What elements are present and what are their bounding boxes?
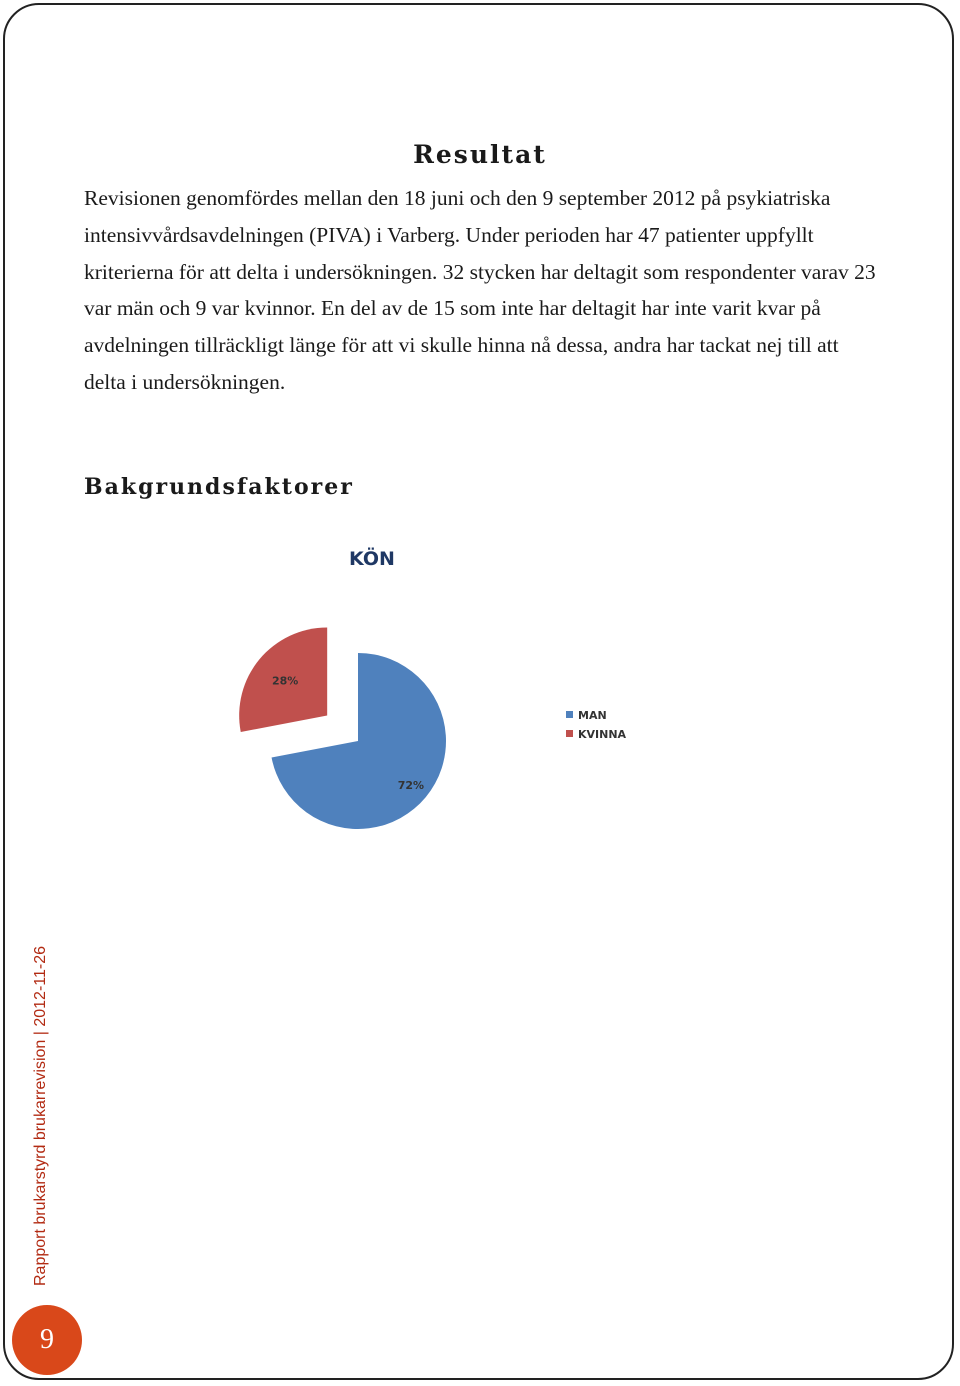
legend-swatch-kvinna: [566, 730, 573, 737]
chart-title: KÖN: [349, 548, 395, 570]
body-paragraph: Revisionen genomfördes mellan den 18 juni och den 9 september 2012 på psykiatriska intensivvårdsavdelningen (PIVA) i Varberg. Under perioden har 47 patienter uppfyllt kriterierna för att delta i undersökningen. 32 stycken har deltagit som respondenter varav 23 var män och 9 var kvinnor. En del av de 15 som inte har deltagit har inte varit kvar på avdelningen tillräckligt länge för att vi skulle hinna nå dessa, andra har tackat nej till att delta i undersökningen.: [84, 186, 876, 394]
pie-label-man: 72%: [397, 778, 425, 792]
legend-label-man: MAN: [578, 709, 607, 722]
page-number-badge: [12, 1305, 82, 1375]
page-heading: Resultat: [413, 140, 547, 169]
page-number: 9: [40, 1324, 54, 1355]
section-subheading: Bakgrundsfaktorer: [84, 474, 354, 500]
legend-label-kvinna: KVINNA: [578, 728, 627, 741]
pie-chart: [200, 535, 680, 845]
pie-label-kvinna: 28%: [271, 674, 299, 688]
footer-side-text: Rapport brukarstyrd brukarrevision | 2012-11-26: [32, 945, 49, 1286]
legend-swatch-man: [566, 711, 573, 718]
